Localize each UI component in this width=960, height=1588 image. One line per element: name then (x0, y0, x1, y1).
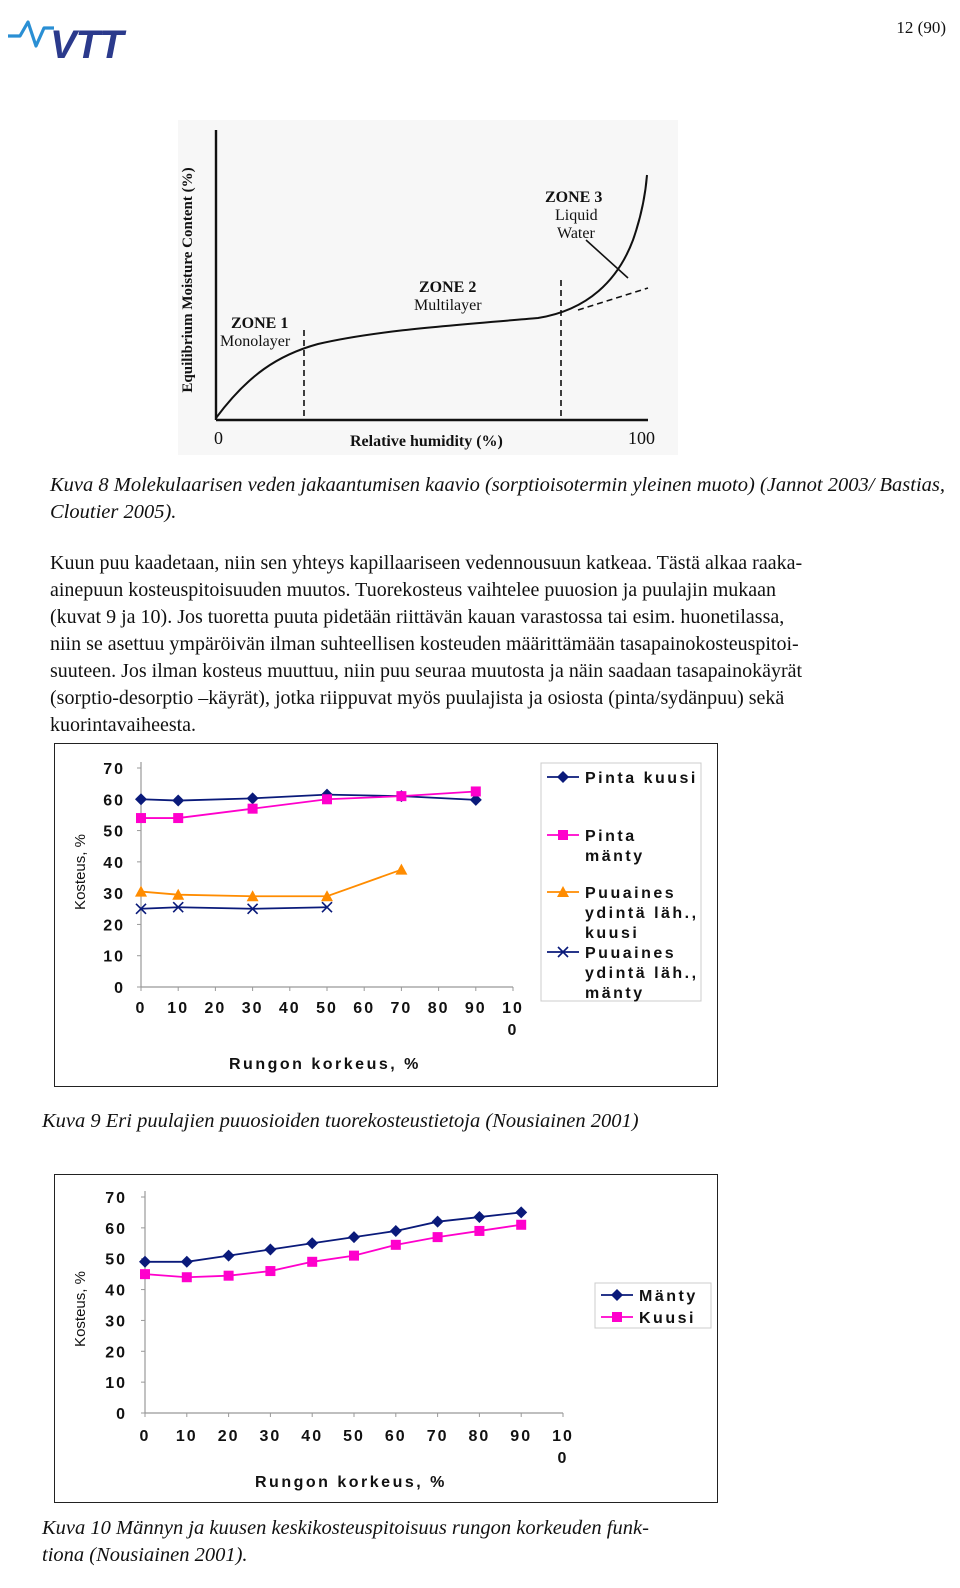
legend-label: Pinta kuusi (585, 770, 698, 787)
chart-kuva-9 (55, 744, 717, 1086)
zone2-subtitle: Multilayer (414, 297, 482, 314)
zone3-title: ZONE 3 (545, 189, 603, 206)
y-tick-label: 0 (116, 1406, 127, 1423)
data-point (516, 1220, 526, 1230)
body-line: (kuvat 9 ja 10). Jos tuoretta puuta pidetään riittävän kauan varastossa tai esim. huonetilassa, (50, 606, 785, 628)
x-tick-label: 50 (316, 1000, 338, 1017)
x-tick-label: 30 (241, 1000, 264, 1017)
x-tick-label: 20 (204, 1000, 227, 1017)
data-point (172, 795, 184, 807)
page-number: 12 (90) (896, 18, 946, 37)
data-point (396, 791, 406, 801)
x-tick-label: 80 (468, 1428, 491, 1445)
x-tick-label: 60 (353, 1000, 376, 1017)
x-start-label: 0 (214, 428, 223, 448)
x-tick-label: 50 (343, 1428, 365, 1445)
data-point (515, 1206, 527, 1218)
y-tick-label: 10 (103, 948, 125, 966)
x-tick-label: 70 (426, 1428, 449, 1445)
legend-label: Puuaines (585, 945, 677, 962)
y-tick-label: 60 (103, 792, 125, 810)
legend-label: Mänty (639, 1288, 698, 1305)
y-tick-label: 30 (105, 1313, 127, 1331)
vtt-logo (6, 6, 166, 66)
data-point (248, 804, 258, 814)
zone1-subtitle: Monolayer (220, 333, 291, 350)
y-tick-label: 50 (105, 1251, 127, 1269)
sorption-isotherm-figure (178, 120, 678, 455)
body-line: ainepuun kosteuspitoisuuden muutos. Tuorekosteus vaihtelee puuosion ja puulajin mukaan (50, 579, 777, 601)
caption-kuva-9: Kuva 9 Eri puulajien puuosioiden tuorekosteustietoja (Nousiainen 2001) (42, 1110, 639, 1132)
data-point (348, 1231, 360, 1243)
x-axis-title: Rungon korkeus, % (255, 1474, 447, 1491)
chart-kuva-9-box (54, 743, 718, 1087)
data-point (173, 813, 183, 823)
y-tick-label: 0 (114, 980, 125, 997)
y-tick-label: 70 (105, 1190, 127, 1207)
caption-kuva-10-line-2: tiona (Nousiainen 2001). (42, 1544, 248, 1566)
body-line: (sorptio-desorptio –käyrät), jotka riippuvat myös puulajista ja osiosta (pinta/sydänpuu) sekä (50, 687, 785, 709)
y-tick-label: 50 (103, 823, 125, 841)
y-axis-title: Kosteus, % (72, 834, 89, 910)
legend-label: ydintä läh., (585, 965, 699, 982)
data-point (307, 1257, 317, 1267)
series-line-0 (145, 1212, 521, 1261)
data-point (223, 1250, 235, 1262)
data-point (224, 1271, 234, 1281)
logo-text: VTT (50, 23, 123, 66)
data-point (182, 1272, 192, 1282)
x-tick-label: 40 (301, 1428, 324, 1445)
caption-kuva-8: Kuva 8 Molekulaarisen veden jakaantumisen kaavio (sorptioisotermin yleinen muoto) (Jannot 2003/ Bastias, Cloutier 2005). (50, 474, 946, 523)
legend-label: Puuaines (585, 885, 677, 902)
data-point (140, 1269, 150, 1279)
data-point (390, 1225, 402, 1237)
x-tick-label: 10 0 (502, 1000, 524, 1039)
chart-kuva-10 (55, 1175, 717, 1502)
series-line-3 (141, 907, 327, 909)
data-point (322, 794, 332, 804)
y-axis-label: Equilibrium Moisture Content (%) (180, 167, 196, 393)
data-point (349, 1251, 359, 1261)
data-point (471, 786, 481, 796)
x-tick-label: 10 0 (552, 1428, 574, 1467)
x-tick-label: 0 (139, 1428, 151, 1445)
zone1-title: ZONE 1 (231, 315, 289, 332)
data-point (135, 793, 147, 805)
data-point (136, 813, 146, 823)
body-line: suuteen. Jos ilman kosteus muuttuu, niin puu seuraa muutosta ja näin saadaan tasapainokäyrät (50, 660, 803, 682)
zone2-title: ZONE 2 (419, 279, 477, 296)
data-point (473, 1211, 485, 1223)
x-tick-label: 90 (510, 1428, 533, 1445)
data-point (264, 1243, 276, 1255)
data-point (181, 1256, 193, 1268)
y-axis-title: Kosteus, % (72, 1271, 89, 1347)
data-point (139, 1256, 151, 1268)
x-end-label: 100 (628, 428, 655, 448)
legend-marker (558, 830, 568, 840)
data-point (265, 1266, 275, 1276)
legend-marker (612, 1312, 622, 1322)
y-tick-label: 70 (103, 761, 125, 778)
zone3-subtitle-1: Liquid (555, 207, 598, 224)
legend-label: mänty (585, 848, 645, 865)
data-point (433, 1232, 443, 1242)
x-axis-title: Rungon korkeus, % (229, 1056, 421, 1073)
legend-label: Pinta (585, 828, 637, 845)
legend-label: ydintä läh., (585, 905, 699, 922)
y-tick-label: 40 (105, 1282, 127, 1300)
data-point (391, 1240, 401, 1250)
zone3-subtitle-2: Water (557, 225, 595, 242)
y-tick-label: 60 (105, 1220, 127, 1238)
caption-kuva-10-line-1: Kuva 10 Männyn ja kuusen keskikosteuspitoisuus rungon korkeuden funk- (42, 1517, 649, 1539)
caption-kuva-10 (42, 1515, 942, 1569)
x-tick-label: 30 (259, 1428, 282, 1445)
body-line: Kuun puu kaadetaan, niin sen yhteys kapillaariseen vedennousuun katkeaa. Tästä alkaa raaka- (50, 552, 803, 574)
body-line: kuorintavaiheesta. (50, 714, 197, 736)
x-axis-label: Relative humidity (%) (350, 433, 503, 450)
x-tick-label: 70 (390, 1000, 413, 1017)
x-tick-label: 20 (217, 1428, 240, 1445)
x-tick-label: 10 (167, 1000, 190, 1017)
legend-label: mänty (585, 985, 645, 1002)
data-point (395, 864, 407, 875)
legend-label: kuusi (585, 925, 640, 942)
y-tick-label: 20 (105, 1344, 127, 1362)
x-tick-label: 0 (135, 1000, 147, 1017)
y-tick-label: 10 (105, 1375, 127, 1393)
body-line: niin se asettuu ympäröivän ilman suhteellisen kosteuden määrittämään tasapainokosteuspitoi- (50, 633, 799, 655)
y-tick-label: 40 (103, 854, 125, 872)
chart-kuva-10-box (54, 1174, 718, 1503)
y-tick-label: 30 (103, 886, 125, 904)
series-line-1 (145, 1225, 521, 1277)
x-tick-label: 40 (278, 1000, 301, 1017)
data-point (474, 1226, 484, 1236)
x-tick-label: 80 (427, 1000, 450, 1017)
x-tick-label: 10 (175, 1428, 198, 1445)
x-tick-label: 60 (384, 1428, 407, 1445)
legend-label: Kuusi (639, 1310, 696, 1327)
data-point (247, 792, 259, 804)
data-point (306, 1237, 318, 1249)
data-point (432, 1216, 444, 1228)
x-tick-label: 90 (464, 1000, 487, 1017)
y-tick-label: 20 (103, 917, 125, 935)
body-paragraph (50, 550, 930, 739)
